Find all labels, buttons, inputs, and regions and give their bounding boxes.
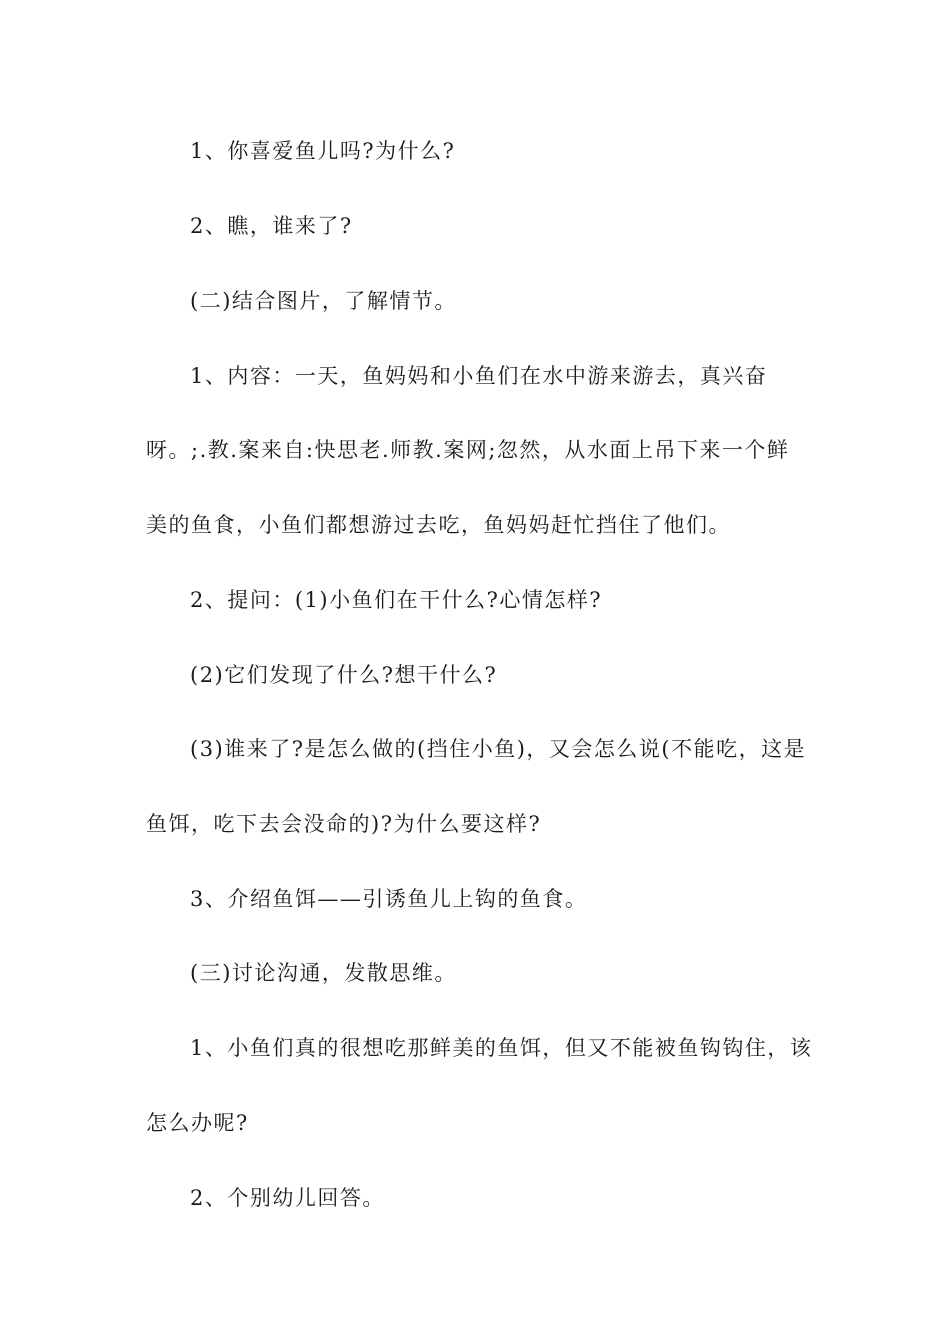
sub-question-3-line-1: (3)谁来了?是怎么做的(挡住小鱼)，又会怎么说(不能吃，这是 [190,737,807,761]
question-1-line: 1、你喜爱鱼儿吗?为什么? [190,139,456,163]
question-2-line: 2、瞧，谁来了? [190,214,353,238]
section-3-heading: (三)讨论沟通，发散思维。 [190,961,457,985]
content-paragraph-line-3: 美的鱼食，小鱼们都想游过去吃，鱼妈妈赶忙挡住了他们。 [146,513,731,537]
section-2-heading: (二)结合图片，了解情节。 [190,289,457,313]
answer-line: 2、个别幼儿回答。 [190,1186,385,1210]
content-paragraph-line-2: 呀。;.教.案来自:快思老.师教.案网;忽然，从水面上吊下来一个鲜 [146,438,790,462]
content-paragraph-line-1: 1、内容：一天，鱼妈妈和小鱼们在水中游来游去，真兴奋 [190,364,768,388]
sub-question-3-line-2: 鱼饵，吃下去会没命的)?为什么要这样? [146,812,542,836]
sub-question-2-line: (2)它们发现了什么?想干什么? [190,663,498,687]
discussion-line-2: 怎么办呢? [146,1111,249,1135]
question-prompt-line: 2、提问：(1)小鱼们在干什么?心情怎样? [190,588,603,612]
bait-intro-line: 3、介绍鱼饵——引诱鱼儿上钩的鱼食。 [190,887,588,911]
discussion-line-1: 1、小鱼们真的很想吃那鲜美的鱼饵，但又不能被鱼钩钩住，该 [190,1036,813,1060]
